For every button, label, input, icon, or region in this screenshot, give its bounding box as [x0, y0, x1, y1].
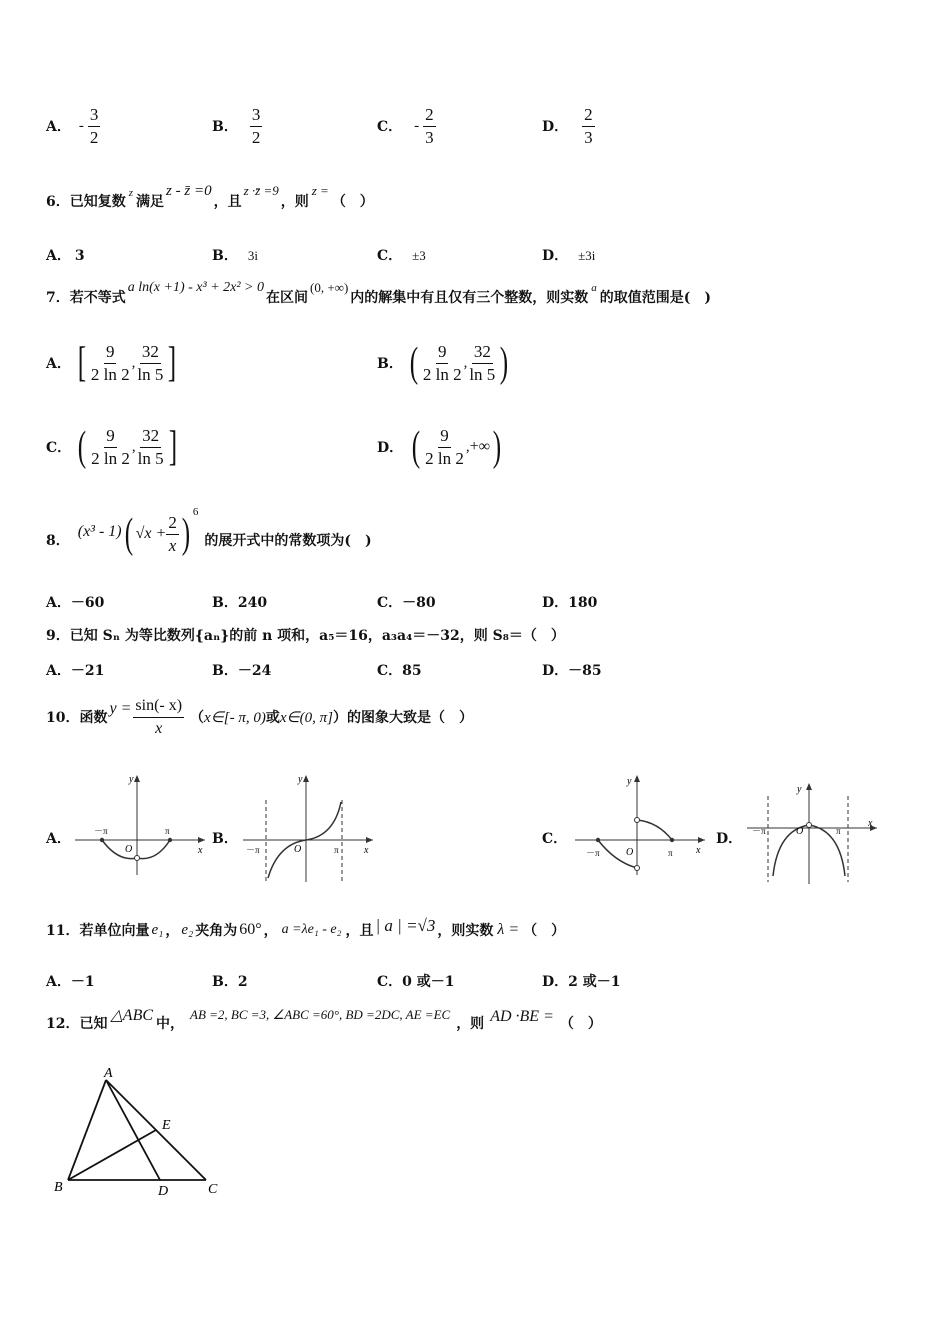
q6-option-b[interactable]: [212, 245, 258, 265]
arrow-icon: [634, 775, 640, 782]
vertex-b-label: B: [54, 1180, 63, 1195]
text: 若单位向量: [79, 923, 150, 939]
x-label: x: [696, 845, 701, 856]
y-label: y: [797, 784, 802, 795]
bracket-right: ): [500, 340, 509, 386]
option-value: 180: [568, 595, 598, 611]
option-label: C．: [377, 119, 403, 135]
q5-option-c[interactable]: [377, 101, 436, 151]
denominator: ln 5: [137, 448, 164, 468]
segment-be: [68, 1130, 156, 1180]
sign: -: [78, 117, 84, 134]
denominator: x: [155, 719, 163, 737]
comma: ,: [131, 438, 136, 455]
comma: ,: [465, 438, 470, 455]
endpoint-dot: [100, 838, 104, 842]
sign: -: [414, 117, 420, 134]
math: z =: [311, 183, 329, 198]
fraction: [582, 104, 595, 149]
fraction: [136, 425, 166, 470]
math: | a | =√3: [375, 916, 436, 935]
option-value: 240: [237, 595, 268, 611]
pi-label: π: [836, 826, 841, 836]
origin-label: O: [626, 847, 634, 858]
numerator: 3: [88, 104, 101, 127]
text: （ ）: [523, 923, 566, 939]
q11-stem: [46, 910, 565, 950]
numerator: 2: [423, 104, 436, 127]
x-label: x: [868, 818, 873, 829]
bracket-left: (: [411, 424, 421, 470]
segment-ad: [106, 1080, 160, 1180]
fraction: [89, 425, 132, 470]
point-d-label: D: [158, 1184, 169, 1199]
pi-label: π: [334, 845, 339, 855]
arrow-icon: [198, 837, 205, 843]
question-number: 7．: [46, 290, 70, 306]
math: x∈(0, π]: [279, 709, 333, 726]
option-label: D．: [542, 248, 569, 264]
denominator: 2 ln 2: [91, 448, 130, 468]
arrow-icon: [366, 837, 373, 843]
denominator: ln 5: [469, 364, 496, 384]
option-label: A．: [46, 663, 71, 679]
math: x∈[- π, 0): [204, 709, 266, 726]
q9-option-b[interactable]: [212, 660, 271, 680]
bracket-left: (: [409, 340, 419, 386]
option-value: ±3: [412, 248, 426, 263]
graph-a[interactable]: [70, 770, 210, 880]
side-ab: [68, 1080, 106, 1180]
paren-left: (: [124, 511, 133, 557]
graph-b[interactable]: [238, 770, 378, 885]
numerator: 32: [140, 341, 161, 364]
option-label: D．: [542, 595, 569, 611]
q9-stem: [46, 625, 565, 645]
text: ，则实数: [437, 923, 494, 939]
q11-option-b[interactable]: [212, 971, 248, 991]
text: 若不等式: [69, 290, 126, 306]
bracket-right: ]: [168, 340, 177, 386]
x-label: x: [198, 845, 203, 856]
option-label: B．: [212, 974, 238, 990]
option-label: A．: [46, 974, 71, 990]
option-label: D．: [542, 119, 569, 135]
arrow-icon: [303, 775, 309, 782]
option-label: A．: [46, 356, 71, 372]
text: ，则: [456, 1016, 485, 1032]
q6-stem: [46, 182, 374, 216]
comma: ,: [131, 354, 136, 371]
open-dot: [635, 866, 640, 871]
fraction: [423, 425, 466, 470]
numerator: 2: [166, 512, 179, 535]
numerator: 2: [582, 104, 595, 127]
bracket-right: ): [492, 424, 502, 470]
question-number: 11．: [46, 923, 80, 939]
math: λ =: [497, 921, 520, 938]
infinity: +∞: [469, 438, 491, 455]
text: 在区间: [266, 290, 309, 306]
denominator: 2 ln 2: [422, 364, 462, 384]
q6-option-d[interactable]: [542, 245, 595, 265]
open-dot: [135, 856, 140, 861]
q8-option-d[interactable]: [542, 592, 597, 612]
denominator: 2 ln 2: [425, 448, 464, 468]
text: 的展开式中的常数项为( ): [204, 533, 372, 549]
text: （: [190, 710, 205, 726]
q10-option-d-label[interactable]: D．: [716, 831, 743, 847]
triangle-figure: [50, 1065, 230, 1205]
q9-option-d[interactable]: [542, 660, 602, 680]
open-dot: [635, 818, 640, 823]
option-label: A．: [46, 248, 71, 264]
option-label: C．: [377, 595, 403, 611]
question-number: 6．: [46, 194, 70, 210]
pi-label: π: [668, 848, 673, 858]
text: ，: [165, 923, 180, 939]
q5-option-d[interactable]: [542, 101, 595, 151]
option-value: 2 或－1: [568, 974, 621, 990]
bracket-left: (: [77, 424, 87, 470]
q8-option-b[interactable]: [212, 592, 267, 612]
option-value: －21: [70, 663, 105, 679]
q11-option-d[interactable]: [542, 971, 621, 991]
question-number: 12．: [46, 1016, 80, 1032]
fraction: [166, 512, 179, 557]
bracket-right: ]: [168, 424, 177, 470]
q5-option-a[interactable]: [46, 101, 100, 151]
option-label: B．: [212, 663, 238, 679]
option-value: ±3i: [578, 248, 596, 263]
neg-pi-label: －π: [246, 845, 260, 855]
q8-stem: [46, 506, 372, 568]
endpoint-dot: [168, 838, 172, 842]
numerator: 32: [472, 341, 493, 364]
option-label: B．: [212, 248, 238, 264]
math: (x³ - 1): [77, 523, 122, 540]
y-label: y: [298, 774, 303, 785]
option-value: －1: [70, 974, 95, 990]
numerator: 9: [436, 341, 449, 364]
option-label: C．: [377, 248, 403, 264]
denominator: 3: [584, 127, 593, 147]
fraction: [423, 104, 436, 149]
origin-label: O: [125, 844, 133, 855]
q10-option-c-label[interactable]: C．: [542, 831, 568, 847]
fraction: [133, 695, 184, 740]
q9-option-a[interactable]: [46, 660, 104, 680]
q12-stem: [46, 1003, 602, 1043]
denominator: 2 ln 2: [90, 364, 130, 384]
arrow-icon: [698, 837, 705, 843]
option-value: －80: [402, 595, 436, 611]
math: y =: [109, 700, 132, 717]
fraction: [421, 341, 464, 386]
fraction: [89, 341, 132, 386]
arrow-icon: [806, 783, 812, 790]
option-label: D．: [542, 974, 569, 990]
text: 或: [265, 710, 280, 726]
numerator: 9: [104, 341, 117, 364]
text: 内的解集中有且仅有三个整数，则实数: [350, 290, 589, 306]
endpoint-dot: [596, 838, 600, 842]
exponent: 6: [192, 506, 199, 518]
option-label: B．: [377, 356, 403, 372]
q8-option-c[interactable]: [377, 592, 436, 612]
fraction: [88, 104, 101, 149]
option-value: 3i: [247, 248, 258, 263]
numerator: 9: [438, 425, 451, 448]
text: 函数: [79, 710, 108, 726]
math: a ln(x +1) - x³ + 2x² > 0: [127, 280, 265, 295]
q5-option-b[interactable]: [212, 101, 262, 151]
fraction: [467, 341, 497, 386]
option-label: C．: [377, 663, 403, 679]
denominator: 2: [89, 127, 99, 147]
math: a =λe₁ - e₂: [281, 922, 342, 937]
option-label: C．: [46, 440, 72, 456]
option-value: 2: [237, 974, 248, 990]
comma: ,: [463, 354, 468, 371]
question-number: 8．: [46, 533, 70, 549]
option-label: B．: [212, 595, 238, 611]
math: (0, +∞): [310, 280, 349, 295]
text: （ ）: [559, 1016, 602, 1032]
pi-label: π: [165, 826, 170, 836]
text: ，则: [280, 194, 309, 210]
arrow-icon: [134, 775, 140, 782]
open-dot: [807, 823, 812, 828]
q10-stem: [46, 692, 473, 742]
q7-stem: [46, 282, 711, 312]
q6-option-c[interactable]: [377, 245, 426, 265]
option-label: C．: [377, 974, 403, 990]
q11-option-c[interactable]: [377, 971, 455, 991]
fraction: [250, 104, 263, 149]
bracket-left: [: [77, 340, 87, 386]
point-e-label: E: [162, 1118, 171, 1133]
math: e₂: [181, 921, 194, 938]
y-label: y: [129, 774, 134, 785]
numerator: sin(- x): [133, 695, 184, 718]
math: z - z̄ =0: [166, 182, 212, 199]
text: 已知: [79, 1016, 108, 1032]
question-number: 10．: [46, 710, 80, 726]
numerator: 9: [104, 425, 117, 448]
graph-d[interactable]: [742, 778, 882, 888]
math: z ·z̄ =9: [243, 183, 279, 198]
x-label: x: [364, 845, 369, 856]
fraction: [135, 341, 165, 386]
text: 夹角为: [195, 923, 238, 939]
math: AD ·BE =: [490, 1008, 554, 1025]
text: ，: [263, 923, 278, 939]
endpoint-dot: [670, 838, 674, 842]
numerator: 32: [140, 425, 161, 448]
option-label: B．: [212, 119, 238, 135]
y-label: y: [627, 776, 632, 787]
option-value: －85: [568, 663, 602, 679]
neg-pi-label: －π: [94, 826, 108, 836]
option-value: －60: [70, 595, 105, 611]
q10-option-a-label[interactable]: A．: [46, 831, 71, 847]
q6-option-a[interactable]: [46, 245, 85, 265]
text: 已知 Sₙ 为等比数列{aₙ}的前 n 项和，a₅＝16，a₃a₄＝－32，则 S₈＝（ ）: [69, 628, 565, 644]
option-label: A．: [46, 595, 71, 611]
math: △ABC: [110, 1007, 154, 1024]
option-value: 85: [402, 663, 422, 679]
graph-c[interactable]: [570, 770, 710, 880]
text: 已知复数: [69, 194, 126, 210]
math: z: [128, 187, 134, 199]
text: ）的图象大致是（ ）: [332, 710, 473, 726]
option-label: A．: [46, 119, 71, 135]
vertex-a-label: A: [104, 1066, 113, 1081]
denominator: 2: [251, 127, 261, 147]
math: √x +: [135, 525, 167, 542]
neg-pi-label: －π: [586, 848, 600, 858]
q11-option-a[interactable]: [46, 971, 95, 991]
numerator: 3: [250, 104, 263, 127]
text: （ ）: [331, 194, 374, 210]
option-value: 3: [74, 248, 85, 264]
curve: [637, 820, 672, 840]
q7-option-d[interactable]: [377, 422, 504, 472]
q10-option-b-label[interactable]: B．: [212, 831, 238, 847]
text: 中，: [156, 1016, 185, 1032]
origin-label: O: [796, 826, 804, 837]
origin-label: O: [294, 844, 302, 855]
math: AB =2, BC =3, ∠ABC =60°, BD =2DC, AE =EC: [190, 1007, 451, 1022]
option-label: D．: [377, 440, 404, 456]
option-value: 0 或－1: [402, 974, 455, 990]
math: e₁: [151, 921, 164, 938]
math: 60°: [239, 921, 262, 938]
text: ，且: [345, 923, 374, 939]
neg-pi-label: －π: [752, 826, 766, 836]
vertex-c-label: C: [208, 1182, 218, 1197]
option-label: D．: [542, 663, 569, 679]
option-value: －24: [237, 663, 272, 679]
q7-option-c[interactable]: [46, 422, 180, 472]
text: 满足: [136, 194, 165, 210]
text: 的取值范围是( ): [599, 290, 712, 306]
text: ，且: [213, 194, 242, 210]
q9-option-c[interactable]: [377, 660, 422, 680]
denominator: ln 5: [137, 364, 164, 384]
paren-right: ): [181, 511, 191, 557]
q7-option-b[interactable]: [377, 338, 511, 388]
question-number: 9．: [46, 628, 70, 644]
denominator: x: [168, 535, 177, 555]
denominator: 3: [425, 127, 434, 147]
q8-option-a[interactable]: [46, 592, 104, 612]
q7-option-a[interactable]: [46, 338, 179, 388]
math: a: [591, 282, 597, 294]
